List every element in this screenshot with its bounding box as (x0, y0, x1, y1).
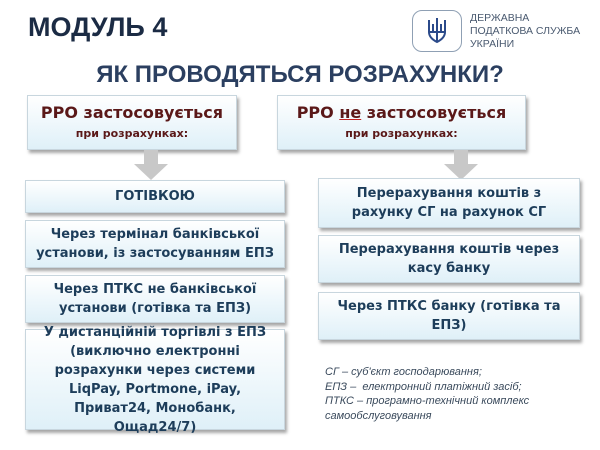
left-item: Через ПТКС не банківської установи (готівка та ЕПЗ) (25, 275, 285, 323)
note-line: самообслуговування (325, 409, 432, 422)
right-item: Перерахування коштів з рахунку СГ на рахунок СГ (318, 178, 580, 228)
left-subheading: при розрахунках: (75, 127, 189, 140)
left-item: У дистанційній торгівлі з ЕПЗ (виключно електронні розрахунки через системи LiqPay, Portmone, iPay, Приват24, Монобанк, Ощад24/7) (25, 329, 285, 430)
left-heading: РРО застосовується (40, 103, 224, 122)
logo-line: УКРАЇНИ (470, 38, 515, 50)
left-item: Через термінал банківської установи, із застосуванням ЕПЗ (25, 220, 285, 268)
note-line: ПТКС – програмно-технічний комплекс (325, 395, 530, 407)
left-item: ГОТІВКОЮ (25, 180, 285, 213)
down-arrow-icon (441, 150, 481, 180)
abbreviations-notes (325, 365, 529, 423)
module-title: МОДУЛЬ 4 (28, 12, 168, 42)
left-heading-box (27, 95, 237, 150)
right-subheading: при розрахунках: (345, 127, 458, 140)
main-title: ЯК ПРОВОДЯТЬСЯ РОЗРАХУНКИ? (96, 61, 504, 88)
right-item: Через ПТКС банку (готівка та ЕПЗ) (318, 292, 580, 340)
right-heading: РРО не застосовується (296, 103, 507, 122)
logo-text (470, 12, 580, 51)
right-heading-box (277, 95, 526, 150)
right-item: Перерахування коштів через касу банку (318, 235, 580, 283)
logo-line: ПОДАТКОВА СЛУЖБА (470, 25, 581, 37)
trident-logo-icon (412, 10, 462, 52)
note-line: СГ – суб'єкт господарювання; (325, 366, 482, 378)
logo-line: ДЕРЖАВНА (470, 12, 530, 24)
down-arrow-icon (131, 150, 171, 180)
note-line: ЕПЗ – електронний платіжний засіб; (325, 380, 522, 393)
